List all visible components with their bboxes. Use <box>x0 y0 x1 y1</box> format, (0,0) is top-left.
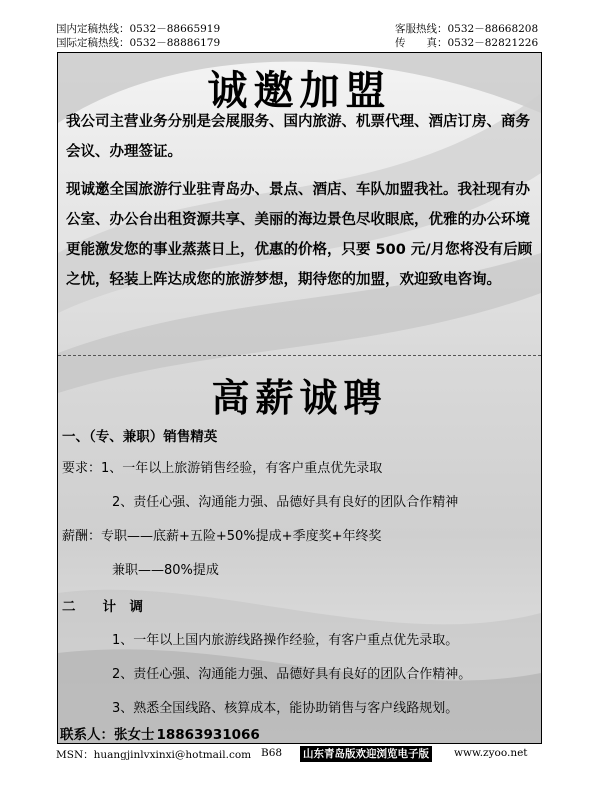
fax-phone: 0532－82821226 <box>447 37 539 49</box>
domestic-hotline <box>56 22 220 36</box>
sales-req-2: 2、责任心强、沟通能力强、品德好具有良好的团队合作精神 <box>112 495 459 510</box>
edition-banner: 山东青岛版欢迎浏览电子版 <box>300 746 432 762</box>
service-hotline <box>395 22 538 36</box>
dispatch-req-1: 1、一年以上国内旅游线路操作经验，有客户重点优先录取。 <box>112 633 459 648</box>
footer <box>56 746 540 762</box>
sales-heading: 一、（专、兼职）销售精英 <box>62 429 218 445</box>
ad-frame <box>57 52 542 744</box>
pay-fulltime: 薪酬：专职——底薪+五险+50%提成+季度奖+年终奖 <box>62 529 382 544</box>
fax-label: 传 真： <box>395 37 448 49</box>
join-invitation: 现诚邀全国旅游行业驻青岛办、景点、酒店、车队加盟我社。我社现有办公室、办公台出租资源共享、美丽的海边景色尽收眼底，优雅的办公环境更能激发您的事业蒸蒸日上，优惠的价格，只要 500 元/月您将没有后顾之忧，轻装上阵达成您的旅游梦想，期待您的加盟，欢迎致电咨询。 <box>66 182 533 288</box>
domestic-label: 国内定稿热线： <box>56 23 130 35</box>
contact-phone: 18863931066 <box>156 727 260 743</box>
website-link[interactable]: www.zyoo.net <box>454 747 528 759</box>
intl-hotline <box>56 36 220 50</box>
header-right <box>395 22 538 50</box>
contact <box>60 723 260 743</box>
domestic-phone: 0532－88665919 <box>129 23 221 35</box>
intl-label: 国际定稿热线： <box>56 37 130 49</box>
sales-req-1: 要求：1、一年以上旅游销售经验，有客户重点优先录取 <box>62 461 383 476</box>
service-label: 客服热线： <box>395 23 448 35</box>
header-left <box>56 22 220 50</box>
contact-name: 联系人：张女士 <box>60 727 155 743</box>
dispatch-req-2: 2、责任心强、沟通能力强、品德好具有良好的团队合作精神。 <box>112 667 472 682</box>
pay-parttime: 兼职——80%提成 <box>112 563 219 578</box>
join-title: 诚邀加盟 <box>207 67 392 114</box>
footer-msn: MSN：huangjinlvxinxi@hotmail.com <box>56 749 252 761</box>
join-intro: 我公司主营业务分别是会展服务、国内旅游、机票代理、酒店订房、商务会议、办理签证。 <box>66 114 530 160</box>
service-phone: 0532－88668208 <box>447 23 539 35</box>
section-divider <box>58 355 541 356</box>
fax-line <box>395 36 538 50</box>
intl-phone: 0532－88886179 <box>129 37 221 49</box>
dispatch-req-3: 3、熟悉全国线路、核算成本，能协助销售与客户线路规划。 <box>112 701 459 716</box>
recruit-title: 高薪诚聘 <box>211 376 388 420</box>
page-number: B68 <box>261 747 283 759</box>
dispatch-heading: 二 计 调 <box>62 599 143 615</box>
